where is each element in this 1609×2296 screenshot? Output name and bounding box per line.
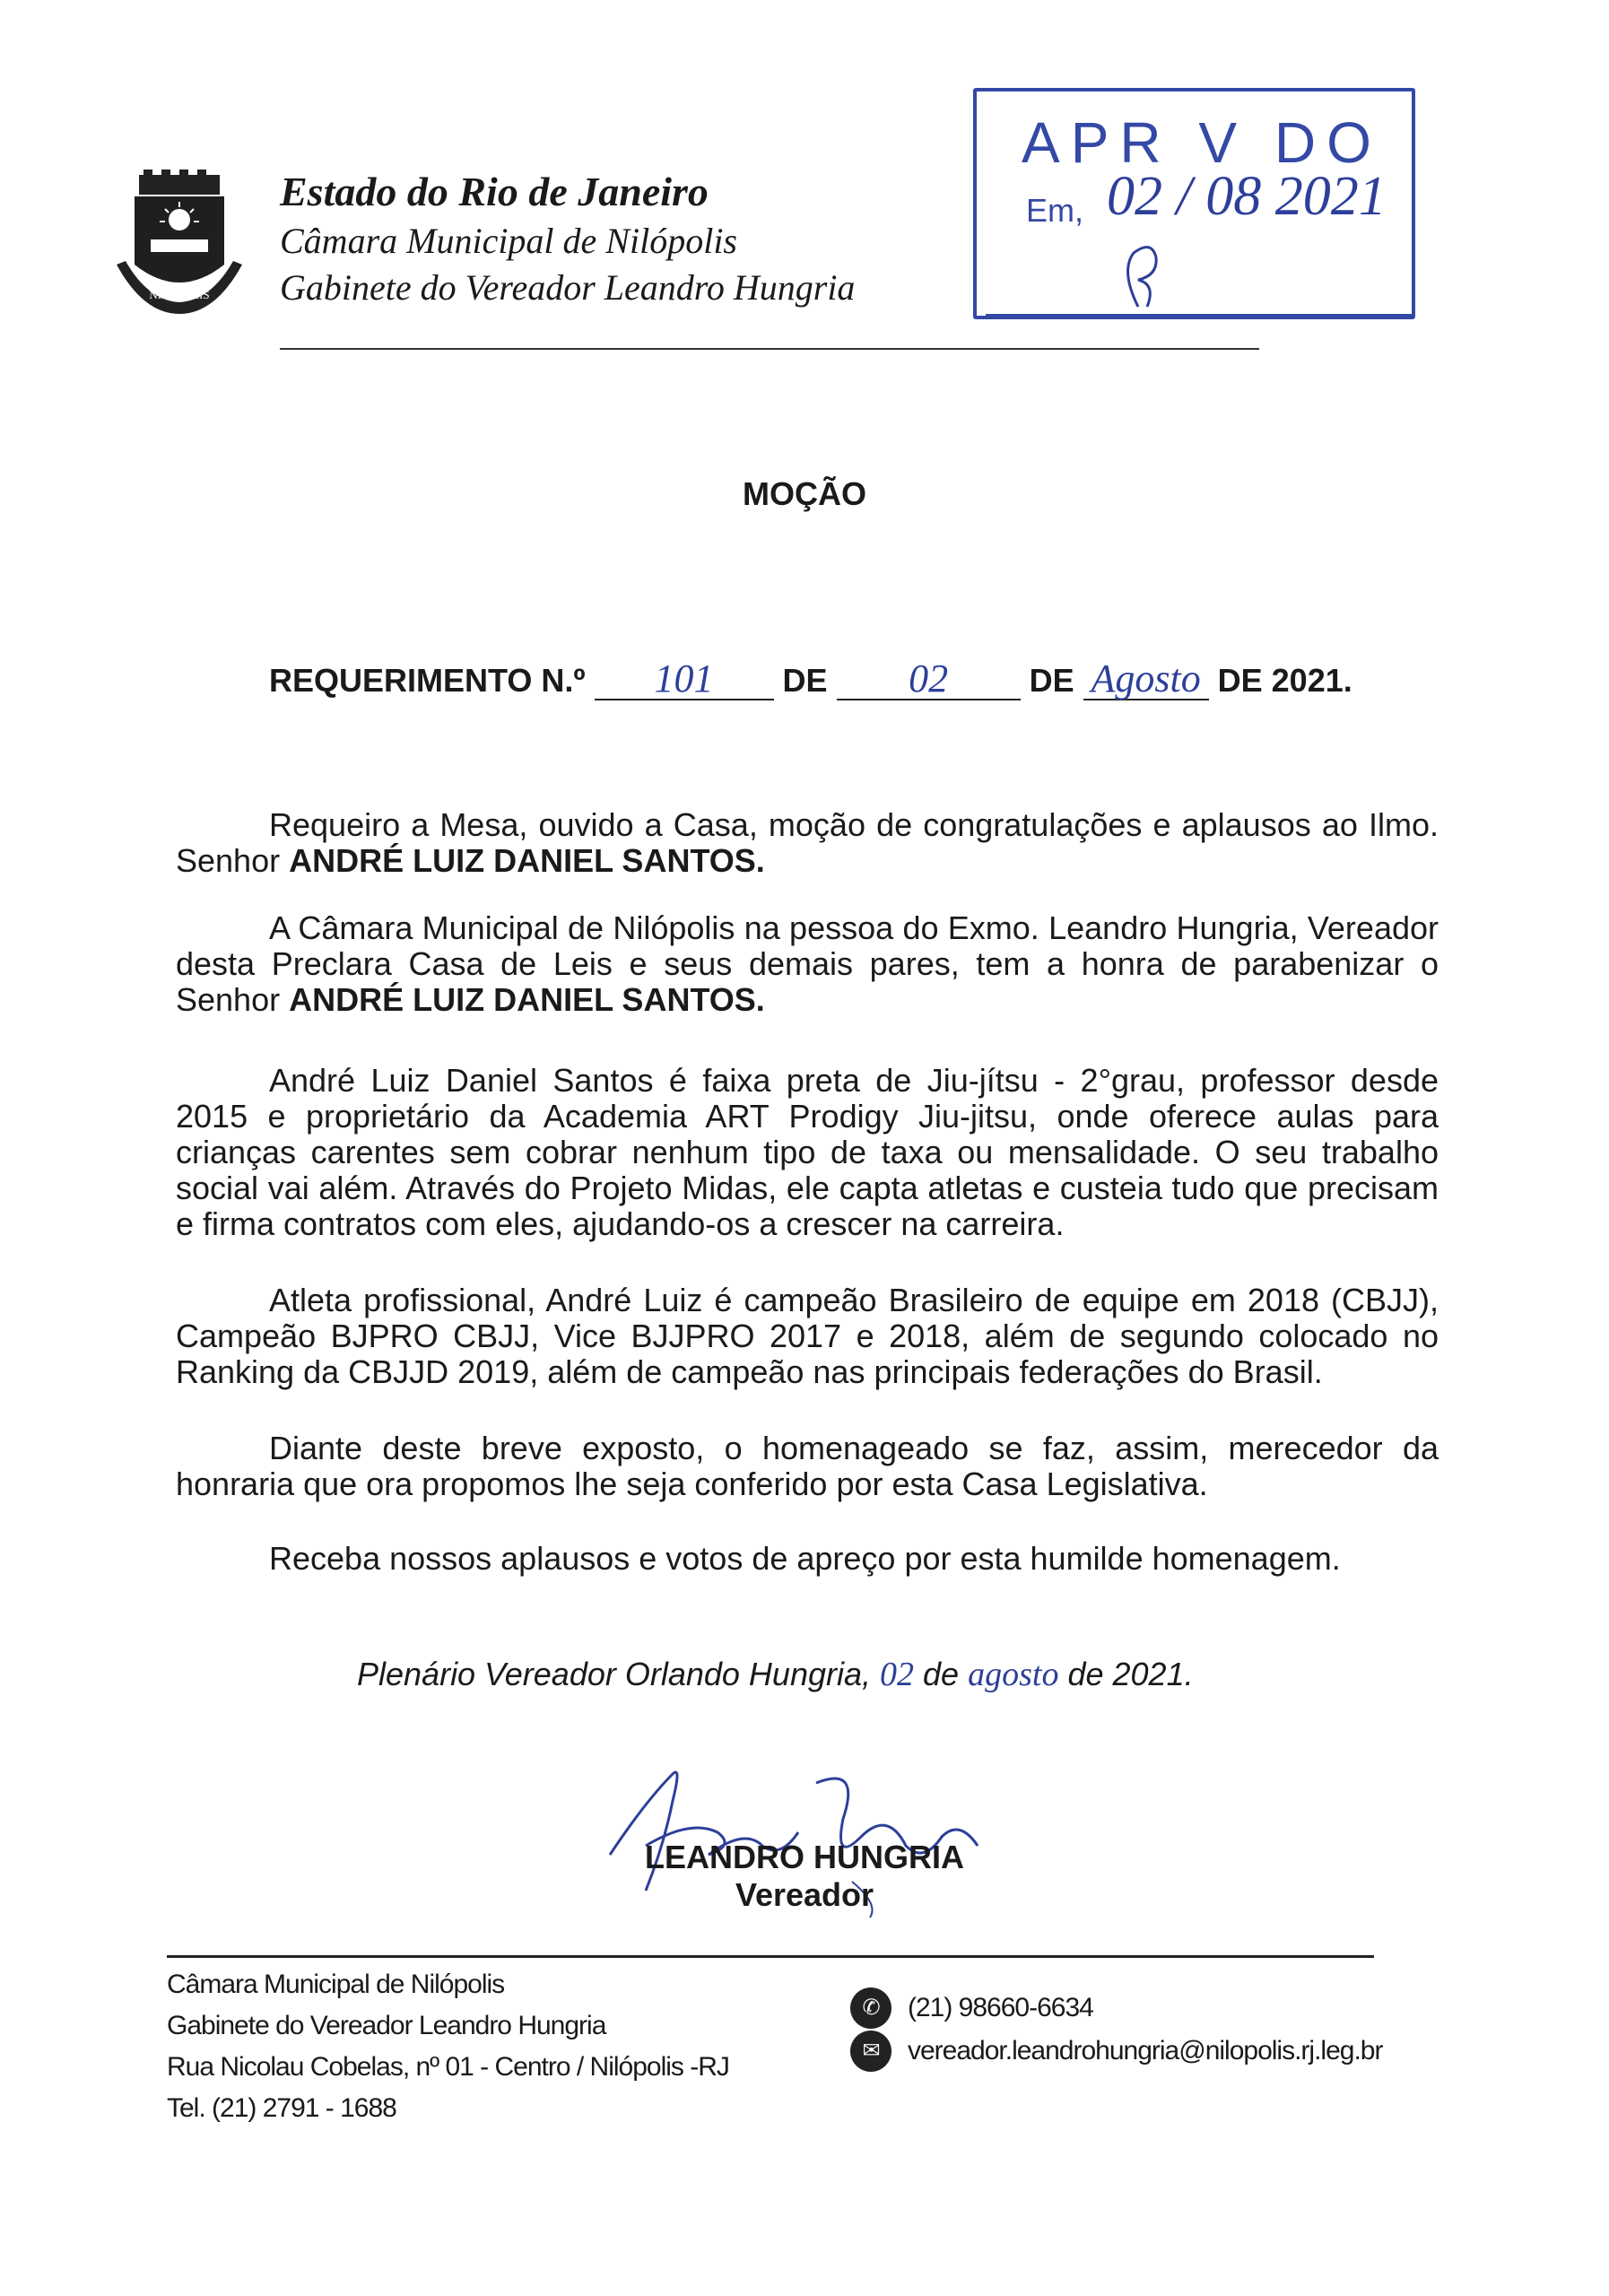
footer-contacts (850, 1987, 1382, 2073)
letterhead-state: Estado do Rio de Janeiro (280, 169, 709, 214)
letterhead-office: Gabinete do Vereador Leandro Hungria (280, 267, 856, 308)
place-de: de (923, 1656, 960, 1692)
requerimento-number: 101 (595, 659, 774, 700)
footer-line: Rua Nicolau Cobelas, nº 01 - Centro / Nilópolis -RJ (167, 2052, 729, 2082)
requerimento-de-1: DE (782, 662, 828, 699)
footer-line: Câmara Municipal de Nilópolis (167, 1970, 505, 1999)
body-paragraph: A Câmara Municipal de Nilópolis na pessoa do Exmo. Leandro Hungria, Vereador desta Preclara Casa de Leis e seus demais pares, tem a honra de parabenizar o Senhor ANDRÉ LUIZ DANIEL SANTOS. (176, 909, 1439, 1018)
document-title: MOÇÃO (743, 475, 866, 512)
letterhead-divider (280, 348, 1259, 350)
requerimento-de-2: DE (1029, 662, 1074, 699)
approval-stamp (973, 88, 1415, 319)
body-paragraph: Requeiro a Mesa, ouvido a Casa, moção de congratulações e aplausos ao Ilmo. Senhor ANDRÉ LUIZ DANIEL SANTOS. (176, 806, 1439, 879)
footer-email-row (850, 2030, 1382, 2073)
requerimento-year: DE 2021. (1217, 662, 1352, 699)
footer-divider (167, 1955, 1374, 1958)
stamp-initial-signature (1111, 235, 1174, 316)
footer-phone-row (850, 1987, 1382, 2030)
footer-line: Gabinete do Vereador Leandro Hungria (167, 2011, 606, 2040)
signatory-role: Vereador (735, 1876, 874, 1913)
place-suffix: de 2021. (1067, 1656, 1194, 1692)
requerimento-day: 02 (837, 659, 1021, 700)
body-paragraph: André Luiz Daniel Santos é faixa preta de Jiu-jítsu - 2°grau, professor desde 2015 e proprietário da Academia ART Prodigy Jiu-jitsu, onde oferece aulas para crianças carentes sem cobrar nenhum tipo de taxa ou mensalidade. O seu trabalho social vai além. Através do Projeto Midas, ele capta atletas e custeia tudo que precisam e firma contratos com eles, ajudando-os a crescer na carreira. (176, 1062, 1439, 1242)
municipal-crest-logo (108, 166, 251, 323)
stamp-rule (986, 314, 1412, 317)
requerimento-month: Agosto (1083, 659, 1209, 700)
envelope-icon: ✉ (850, 2031, 891, 2072)
letterhead-chamber: Câmara Municipal de Nilópolis (280, 221, 737, 261)
signatory-name: LEANDRO HUNGRIA (645, 1839, 964, 1875)
footer-line: Tel. (21) 2791 - 1688 (167, 2093, 396, 2123)
requerimento-label: REQUERIMENTO N.º (269, 662, 586, 699)
stamp-em: Em, (1026, 192, 1084, 229)
place-date-line (357, 1655, 1194, 1694)
footer-email: vereador.leandrohungria@nilopolis.rj.leg.br (908, 2036, 1383, 2066)
place-prefix: Plenário Vereador Orlando Hungria, (357, 1656, 871, 1692)
place-month: agosto (968, 1656, 1059, 1693)
place-day: 02 (880, 1656, 915, 1693)
body-paragraph: Receba nossos aplausos e votos de apreço por esta humilde homenagem. (269, 1540, 1341, 1577)
crest-label: NILÓPOLIS (149, 288, 210, 301)
whatsapp-icon: ✆ (850, 1987, 891, 2029)
footer-phone: (21) 98660-6634 (908, 1993, 1093, 2022)
footer-address (167, 1964, 729, 2129)
stamp-date: 02 / 08 2021 (1107, 166, 1387, 227)
requerimento-line (269, 659, 1352, 700)
body-paragraph: Diante deste breve exposto, o homenageado se faz, assim, merecedor da honraria que ora propomos lhe seja conferido por esta Casa Legislativa. (176, 1430, 1439, 1502)
body-paragraph: Atleta profissional, André Luiz é campeão Brasileiro de equipe em 2018 (CBJJ), Campeão BJPRO CBJJ, Vice BJJPRO 2017 e 2018, além de segundo colocado no Ranking da CBJJD 2019, além de campeão nas principais federações do Brasil. (176, 1282, 1439, 1390)
letterhead (280, 166, 855, 311)
stamp-word: APR V DO (1022, 110, 1382, 175)
